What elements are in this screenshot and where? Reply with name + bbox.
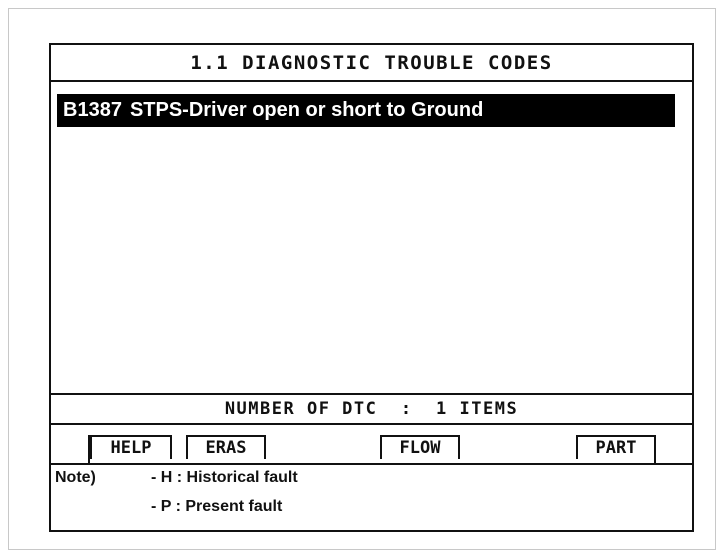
part-button[interactable]: PART [576, 435, 656, 459]
note-legend [51, 465, 692, 530]
help-button[interactable]: HELP [90, 435, 172, 459]
note-historical: - H : Historical fault [151, 469, 298, 486]
key-divider [654, 435, 656, 463]
screen-title: 1.1 DIAGNOSTIC TROUBLE CODES [51, 45, 692, 82]
erase-button[interactable]: ERAS [186, 435, 266, 459]
note-label: Note) [55, 469, 96, 486]
dtc-row-selected[interactable] [57, 94, 675, 127]
note-present: - P : Present fault [151, 498, 283, 515]
figure-frame [8, 8, 716, 550]
dtc-description: STPS-Driver open or short to Ground [129, 99, 484, 121]
dtc-code: B1387 [63, 99, 122, 121]
flow-button[interactable]: FLOW [380, 435, 460, 459]
scanner-screen [49, 43, 694, 532]
soft-key-bar [51, 425, 692, 465]
dtc-count: NUMBER OF DTC : 1 ITEMS [51, 393, 692, 425]
dtc-list [51, 82, 692, 430]
